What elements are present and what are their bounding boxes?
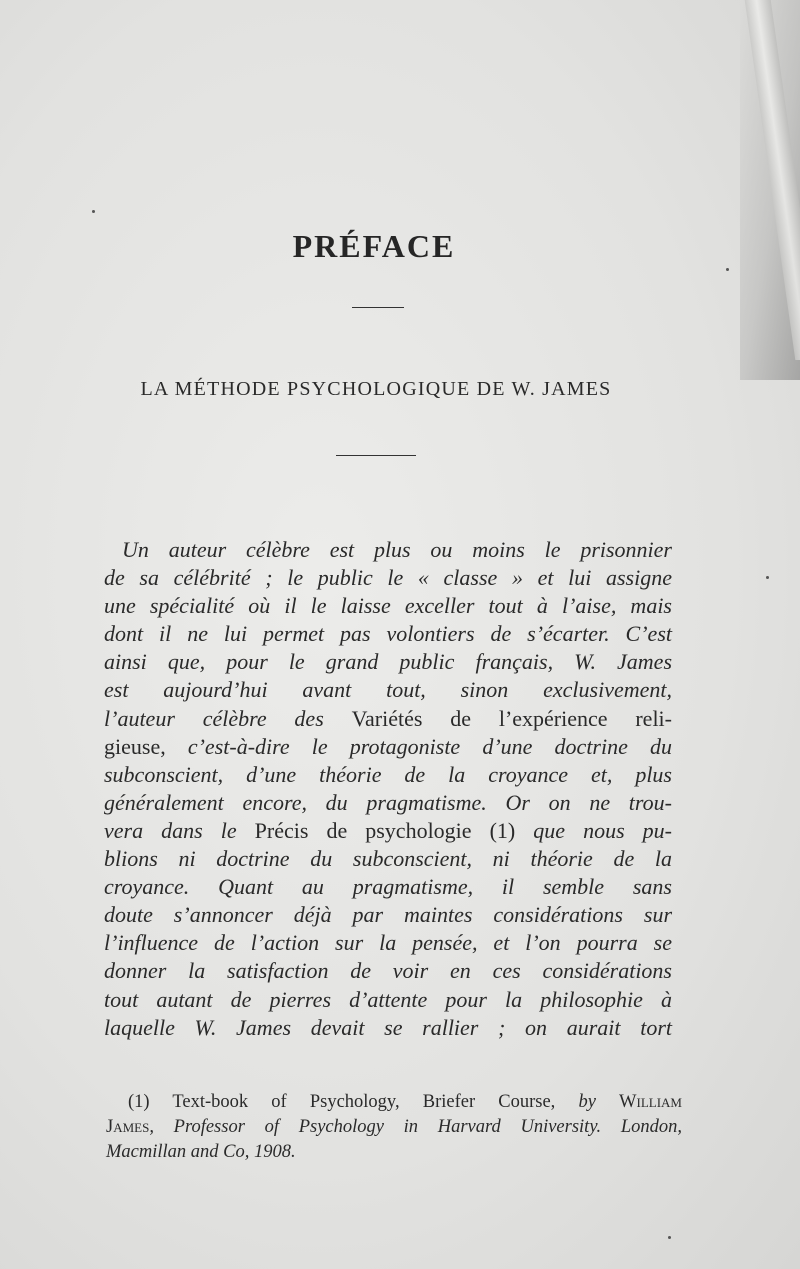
body-line	[104, 986, 672, 1014]
subtitle-divider	[336, 455, 416, 456]
body-line	[104, 564, 672, 592]
body-line	[104, 761, 672, 789]
body-text-run: de sa célébrité ; le public le « classe » et lui assigne	[104, 565, 672, 591]
footnote-line	[106, 1115, 682, 1140]
paper-speck	[766, 576, 769, 579]
body-text-run: blions ni doctrine du subconscient, ni théorie de la	[104, 846, 672, 872]
body-text-run: c’est-à-dire le protagoniste d’une doctrine du	[187, 733, 673, 759]
body-text-run: subconscient, d’une théorie de la croyance et, plus	[104, 761, 672, 787]
body-text-run: est aujourd’hui avant tout, sinon exclusivement,	[104, 677, 672, 703]
body-line	[104, 648, 672, 676]
body-line	[104, 873, 672, 901]
body-text-run: laquelle W. James devait se rallier ; on aurait tort	[104, 1014, 672, 1040]
footnote-text-run: , Professor of Psychology in Harvard University. London,	[149, 1117, 682, 1137]
body-text-run: ainsi que, pour le grand public français, W. James	[104, 649, 672, 675]
body-text-run: une spécialité où il le laisse exceller tout à l’aise, mais	[104, 593, 672, 619]
body-text-run: doute s’annoncer déjà par maintes considérations sur	[104, 902, 672, 928]
paper-speck	[668, 1236, 671, 1239]
body-text-run: l’auteur célèbre des	[104, 705, 352, 731]
paper-speck	[92, 210, 95, 213]
footnote-text-run: William	[619, 1092, 682, 1112]
body-line	[104, 1014, 672, 1042]
page-title: PRÉFACE	[292, 228, 456, 264]
body-paragraph	[104, 536, 672, 1042]
body-text-run: gieuse,	[104, 733, 188, 759]
body-line	[104, 929, 672, 957]
footnote-text-run: (1) Text-book of Psychology, Briefer Course,	[128, 1092, 579, 1112]
body-text-run: que nous pu-	[533, 817, 673, 843]
body-text-run: croyance. Quant au pragmatisme, il semble sans	[104, 874, 672, 900]
body-line	[104, 789, 672, 817]
body-text-run: Précis de psychologie (1)	[254, 817, 534, 843]
paper-speck	[726, 268, 729, 271]
body-line	[104, 901, 672, 929]
body-line	[104, 733, 672, 761]
footnote-line	[106, 1140, 682, 1165]
body-text-run: généralement encore, du pragmatisme. Or on ne trou-	[104, 789, 672, 815]
body-line	[104, 817, 672, 845]
body-line	[104, 957, 672, 985]
footnote-text-run: by	[578, 1092, 620, 1112]
body-line	[104, 592, 672, 620]
body-line	[104, 705, 672, 733]
body-text-run: Un auteur célèbre est plus ou moins le prisonnier	[122, 537, 672, 562]
body-text-run: tout autant de pierres d’attente pour la philosophie à	[104, 986, 672, 1012]
body-line	[104, 536, 672, 564]
footnote-text-run: James	[106, 1117, 150, 1137]
body-text-run: Variétés de l’expérience reli-	[351, 705, 672, 731]
body-text-run: l’influence de l’action sur la pensée, et l’on pourra se	[104, 930, 672, 956]
body-text-run: donner la satisfaction de voir en ces considérations	[104, 958, 672, 984]
body-text-run: vera dans le	[104, 817, 255, 843]
body-line	[104, 620, 672, 648]
body-line	[104, 845, 672, 873]
footnote-text-run: Macmillan and Co, 1908.	[106, 1142, 296, 1162]
title-divider	[352, 307, 404, 308]
footnote	[106, 1090, 682, 1165]
body-line	[104, 676, 672, 704]
chapter-subtitle: LA MÉTHODE PSYCHOLOGIQUE DE W. JAMES	[140, 378, 612, 400]
footnote-line	[106, 1090, 682, 1115]
body-text-run: dont il ne lui permet pas volontiers de s’écarter. C’est	[104, 621, 672, 647]
